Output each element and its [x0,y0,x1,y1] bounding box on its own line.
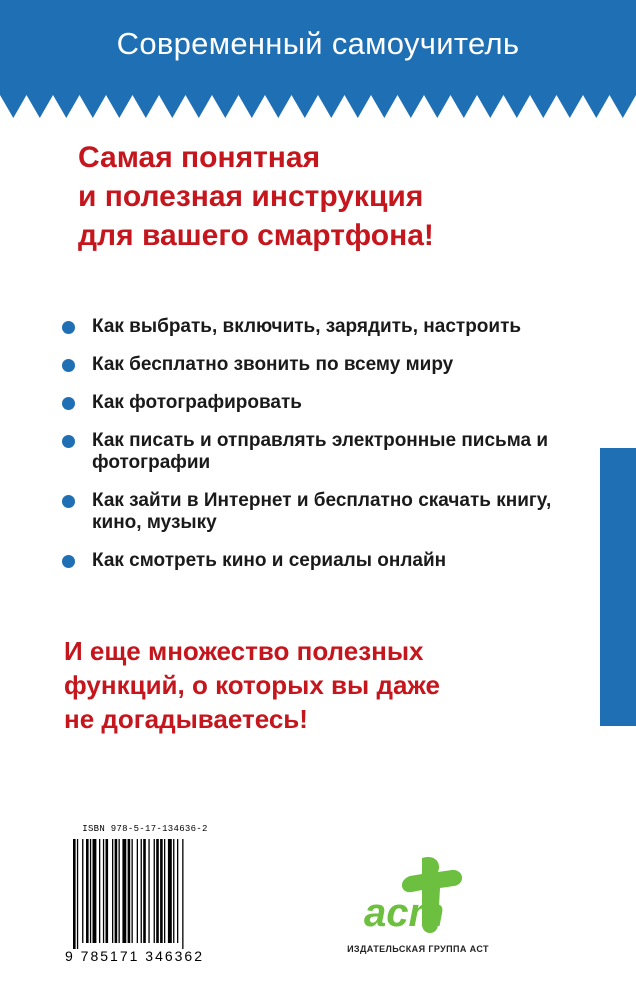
barcode-bar [128,839,131,943]
barcode-bar [103,839,104,943]
barcode-bar [77,839,78,949]
barcode-bar [177,839,178,943]
barcode-bar [141,839,142,943]
barcode-bar [132,839,133,943]
closing-line: функций, о которых вы даже [64,670,440,700]
publisher-name: ИЗДАТЕЛЬСКАЯ ГРУППА АСТ [347,944,489,954]
barcode-digits: 9 785171 346362 [65,948,204,964]
barcode-bar [73,839,76,949]
logo-lettering: аст [364,891,445,935]
barcode-bar [148,839,149,943]
barcode-bar [137,839,138,943]
blue-dot-icon [62,495,75,508]
isbn-text: ISBN 978-5-17-134636-2 [82,824,208,834]
feature-item [60,392,580,414]
closing-text [64,634,534,736]
series-title: Современный самоучитель [116,26,520,61]
blue-dot-icon [62,435,75,448]
blue-dot-icon [62,397,75,410]
closing-line: не догадываетесь! [64,704,308,734]
feature-list [60,316,580,588]
barcode-bar [160,839,163,943]
blue-dot-icon [62,359,75,372]
barcode-bar [99,839,100,943]
feature-item [60,430,580,474]
barcode-bar [168,839,172,943]
blue-dot-icon [62,321,75,334]
barcode-block [65,824,225,974]
barcode-bar [82,839,83,943]
ast-publisher-logo [360,852,470,942]
barcode-bar [154,839,155,943]
feature-item [60,490,580,534]
headline-line: для вашего смартфона! [78,219,434,252]
feature-item [60,316,580,338]
barcode-bar [90,839,91,943]
headline-line: Самая понятная [78,141,321,174]
barcode-bar [119,839,120,943]
barcode-bar [182,839,183,949]
blue-dot-icon [62,555,75,568]
barcode-bar [143,839,146,943]
barcode-bar [86,839,89,943]
barcode-bar [112,839,113,943]
feature-item [60,354,580,376]
feature-text: Как бесплатно звонить по всему миру [92,354,454,375]
feature-text: Как зайти в Интернет и бесплатно скачать книгу, кино, музыку [92,490,552,533]
barcode-icon [73,839,221,949]
barcode-bar [93,839,97,943]
feature-text: Как выбрать, включить, зарядить, настроить [92,316,522,337]
barcode-bar [115,839,118,943]
barcode-bar [173,839,174,943]
barcode-bar [164,839,165,943]
feature-text: Как смотреть кино и сериалы онлайн [92,550,447,571]
side-color-tab [600,448,636,726]
feature-text: Как писать и отправлять электронные письма и фотографии [92,430,549,473]
feature-item [60,550,580,572]
series-banner [0,0,636,120]
headline-line: и полезная инструкция [78,180,424,213]
closing-line: И еще множество полезных [64,636,424,666]
barcode-bar [122,839,126,943]
feature-text: Как фотографировать [92,392,302,413]
barcode-bar [156,839,159,943]
barcode-bar [106,839,109,943]
headline [78,138,598,255]
